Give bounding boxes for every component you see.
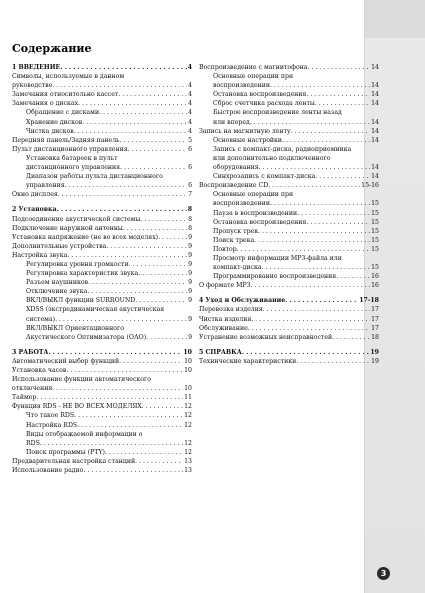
toc-leader-dots — [74, 127, 187, 136]
toc-entry — [199, 272, 379, 281]
toc-entry-title: 4 Уход и Обслуживание — [199, 297, 286, 305]
toc-leader-dots — [336, 272, 370, 281]
toc-leader-dots — [83, 466, 183, 475]
toc-entry-page: 15 — [371, 264, 379, 272]
toc-leader-dots — [55, 315, 187, 324]
toc-entry-title: Основные операции при — [213, 73, 294, 81]
toc-entry-title: Использование радио — [12, 467, 84, 475]
toc-entry-title: оборудования — [213, 164, 259, 172]
toc-entry-title: Функция RDS - НЕ ВО ВСЕХ МОДЕЛЯХ — [12, 403, 142, 411]
toc-entry-page: 14 — [371, 127, 379, 135]
toc-entry-page: 9 — [188, 233, 192, 241]
toc-entry-title: Запись на магнитную ленту — [199, 127, 291, 135]
toc-entry-title: Предварительная настройка станций — [12, 457, 136, 465]
toc-entry — [12, 430, 192, 439]
toc-entry — [12, 324, 192, 333]
toc-leader-dots — [308, 63, 371, 72]
toc-entry — [199, 263, 379, 272]
toc-entry-title: Быстрое воспроизведение ленты назад — [213, 109, 342, 117]
toc-entry-title: Устранение возможных неисправностей — [199, 333, 333, 341]
toc-entry-title: 1 ВВЕДЕНИЕ — [12, 64, 61, 71]
toc-entry — [12, 366, 192, 375]
toc-entry-page: 18 — [371, 333, 379, 341]
toc-entry-title: отключения — [12, 385, 53, 393]
toc-entry-title: Пропуск трек — [213, 227, 259, 235]
toc-entry-title: 5 СПРАВКА — [199, 348, 242, 356]
toc-entry-title: Чистка изделия — [199, 315, 252, 323]
toc-entry-page: 4 — [188, 100, 192, 108]
toc-leader-dots — [237, 245, 370, 254]
toc-entry — [12, 81, 192, 90]
toc-entry — [199, 209, 379, 218]
toc-entry — [12, 205, 192, 214]
toc-entry-title: Символы, используемые в данном — [12, 73, 125, 81]
toc-entry-page: 9 — [188, 251, 192, 259]
toc-leader-dots — [77, 421, 183, 430]
toc-leader-dots — [120, 163, 187, 172]
toc-entry-title: руководстве — [12, 82, 53, 90]
toc-entry-page: 6 — [188, 182, 192, 190]
toc-leader-dots — [251, 281, 371, 290]
toc-entry-page: 11 — [184, 394, 192, 402]
toc-leader-dots — [259, 163, 370, 172]
toc-entry-page: 8 — [188, 224, 192, 232]
toc-entry-page: 12 — [184, 448, 192, 456]
toc-entry-page: 14 — [371, 82, 379, 90]
toc-leader-dots — [296, 357, 370, 366]
toc-entry-title: RDS — [26, 439, 40, 447]
toc-entry-page: 15 — [371, 218, 379, 226]
toc-entry-title: система) — [26, 315, 56, 323]
toc-entry — [199, 254, 379, 263]
toc-entry — [12, 118, 192, 127]
toc-entry — [199, 218, 379, 227]
toc-entry — [12, 251, 192, 260]
toc-entry-page: 14 — [371, 91, 379, 99]
toc-leader-dots — [36, 393, 183, 402]
toc-entry — [199, 90, 379, 99]
toc-entry-page: 14 — [371, 64, 379, 71]
toc-entry-title: Таймер — [12, 394, 37, 402]
toc-leader-dots — [250, 118, 370, 127]
toc-entry-title: О формате MP3 — [199, 282, 251, 290]
toc-entry-title: управления — [26, 182, 65, 190]
toc-entry-page: 10 — [183, 348, 192, 356]
toc-entry — [199, 315, 379, 324]
toc-entry — [12, 384, 192, 393]
toc-entry-title: Настройка RDS — [26, 421, 78, 429]
toc-leader-dots — [282, 136, 370, 145]
toc-entry-title: Замечания о дисках — [12, 100, 79, 108]
toc-entry — [199, 172, 379, 181]
toc-entry — [12, 348, 192, 357]
toc-entry — [12, 448, 192, 457]
toc-entry — [12, 260, 192, 269]
toc-entry-title: XDSS (экстрединамическая акустическая — [26, 306, 165, 314]
toc-entry-page: 4 — [188, 118, 192, 126]
toc-entry-page: 14 — [371, 136, 379, 144]
toc-entry — [199, 108, 379, 117]
toc-entry-page: 7 — [188, 191, 192, 199]
toc-leader-dots — [270, 81, 370, 90]
toc-entry-title: или дополнительно подключенного — [213, 154, 331, 162]
toc-leader-dots — [146, 333, 187, 342]
toc-entry-title: дистанционного управления — [26, 164, 121, 172]
toc-entry-title: Окно дисплея — [12, 191, 58, 199]
toc-entry-title: Основные настройки — [213, 136, 283, 144]
toc-entry — [12, 357, 192, 366]
toc-entry-page: 4 — [188, 82, 192, 90]
toc-leader-dots — [242, 348, 370, 357]
toc-entry — [12, 278, 192, 287]
toc-leader-dots — [57, 205, 187, 214]
toc-entry — [199, 348, 379, 357]
toc-entry — [12, 393, 192, 402]
toc-entry-title: 3 РАБОТА — [12, 348, 49, 356]
toc-entry-title: Пауза в воспроизведении — [213, 209, 298, 217]
toc-entry-title: Установка напряжение (не во всех моделях) — [12, 233, 159, 241]
toc-entry — [12, 72, 192, 81]
toc-entry — [12, 287, 192, 296]
toc-entry-page: 9 — [188, 288, 192, 296]
toc-entry-title: Виды отображаемой информации о — [26, 430, 143, 438]
toc-leader-dots — [67, 251, 187, 260]
toc-entry-page: 13 — [184, 467, 192, 475]
toc-entry — [199, 145, 379, 154]
toc-entry — [199, 136, 379, 145]
toc-entry — [12, 457, 192, 466]
toc-entry-page: 14 — [371, 118, 379, 126]
toc-entry-page: 12 — [184, 412, 192, 420]
toc-entry-page: 17 — [371, 315, 379, 323]
toc-entry — [199, 236, 379, 245]
toc-leader-dots — [158, 233, 187, 242]
toc-entry-title: Воспроизведение CD — [199, 182, 269, 190]
toc-entry — [12, 315, 192, 324]
toc-leader-dots — [263, 305, 370, 314]
toc-right-column — [199, 63, 379, 366]
toc-entry-page: 17-18 — [359, 297, 379, 305]
toc-entry — [12, 172, 192, 181]
toc-entry — [12, 163, 192, 172]
toc-entry-page: 12 — [184, 439, 192, 447]
toc-entry-page: 9 — [188, 297, 192, 305]
toc-leader-dots — [119, 357, 183, 366]
toc-entry-page: 9 — [188, 333, 192, 341]
toc-entry-title: ВКЛ/ВЫКЛ Ориентационного — [26, 324, 124, 332]
toc-entry — [12, 215, 192, 224]
toc-entry-title: Регулировка уровня громкости — [26, 260, 129, 268]
toc-entry — [199, 154, 379, 163]
toc-entry — [12, 181, 192, 190]
toc-entry-page: 19 — [370, 348, 379, 356]
toc-leader-dots — [52, 384, 183, 393]
toc-entry-title: Остановка воспроизведения — [213, 218, 307, 226]
toc-entry — [12, 108, 192, 117]
toc-entry-title: Обращение с дисками — [26, 109, 100, 117]
toc-leader-dots — [258, 227, 370, 236]
toc-leader-dots — [270, 199, 370, 208]
toc-entry-title: Акустического Оптимизатора (ОАО) — [26, 333, 147, 341]
toc-leader-dots — [306, 90, 370, 99]
toc-leader-dots — [129, 260, 187, 269]
toc-entry — [12, 63, 192, 72]
toc-leader-dots — [65, 181, 187, 190]
toc-leader-dots — [306, 218, 370, 227]
toc-left-column — [12, 63, 192, 475]
toc-entry — [12, 402, 192, 411]
toc-entry-page: 10 — [184, 385, 192, 393]
toc-leader-dots — [60, 63, 186, 72]
toc-entry-title: Установка часов — [12, 367, 67, 374]
toc-leader-dots — [297, 209, 370, 218]
toc-entry-page: 4 — [188, 109, 192, 117]
toc-entry-title: 2 Установка — [12, 206, 57, 214]
toc-entry — [12, 375, 192, 384]
toc-entry-page: 9 — [188, 315, 192, 323]
toc-entry-title: Регулировка характеристик звука — [26, 270, 139, 278]
toc-entry — [12, 439, 192, 448]
toc-entry — [199, 324, 379, 333]
toc-entry-title: воспроизведении — [213, 82, 270, 90]
toc-entry-title: Хранение дисков — [26, 118, 83, 126]
toc-leader-dots — [315, 172, 370, 181]
toc-entry — [12, 305, 192, 314]
toc-entry-title: Поиск трека — [213, 236, 255, 244]
toc-entry — [199, 163, 379, 172]
toc-entry — [199, 118, 379, 127]
toc-entry-page: 15 — [371, 227, 379, 235]
side-tab-top — [365, 0, 425, 38]
toc-leader-dots — [118, 90, 187, 99]
toc-entry-title: или вперед — [213, 118, 250, 126]
toc-entry — [199, 127, 379, 136]
toc-entry — [12, 296, 192, 305]
toc-entry-title: Что такое RDS — [26, 412, 75, 420]
toc-entry — [199, 281, 379, 290]
toc-entry-title: Запись с компакт-диска, радиоприемника — [213, 145, 352, 153]
toc-entry-page: 9 — [188, 242, 192, 250]
toc-entry-page: 4 — [188, 127, 192, 135]
toc-entry-title: Диапазон работы пульта дистанционного — [26, 173, 163, 181]
toc-entry-page: 6 — [188, 145, 192, 153]
toc-entry-page: 9 — [188, 279, 192, 287]
toc-entry — [199, 72, 379, 81]
toc-entry-title: Автоматический выбор функций — [12, 357, 120, 365]
toc-entry-page: 15 — [371, 236, 379, 244]
toc-entry-title: Разъем наушников — [26, 279, 89, 287]
toc-entry-title: Перевозка изделия — [199, 306, 263, 314]
toc-entry — [12, 90, 192, 99]
toc-entry — [12, 224, 192, 233]
toc-entry — [12, 127, 192, 136]
toc-leader-dots — [332, 333, 370, 342]
toc-leader-dots — [106, 242, 187, 251]
toc-entry-title: Программирование воспроизведения — [213, 273, 337, 281]
toc-entry-title: Подключение наружной антенны — [12, 224, 123, 232]
toc-entry-title: Воспроизведение с магнитофона — [199, 64, 308, 71]
toc-entry-title: Передняя панель/Задняя панель — [12, 136, 120, 144]
toc-entry — [12, 190, 192, 199]
toc-entry-title: компакт-диска — [213, 264, 262, 272]
toc-entry — [199, 245, 379, 254]
toc-entry-title: Подсоединение акустической системы — [12, 215, 141, 223]
toc-entry-page: 8 — [187, 206, 192, 214]
toc-entry-page: 4 — [188, 91, 192, 99]
toc-leader-dots — [251, 315, 370, 324]
toc-entry — [12, 333, 192, 342]
toc-entry-title: Поиск программы (PTY) — [26, 448, 105, 456]
toc-leader-dots — [120, 136, 188, 145]
toc-entry — [12, 145, 192, 154]
page-title: Содержание — [12, 42, 92, 55]
toc-entry-title: Остановка воспроизведения — [213, 91, 307, 99]
toc-leader-dots — [88, 278, 187, 287]
toc-entry-title: Обслуживание — [199, 324, 248, 332]
toc-entry — [12, 421, 192, 430]
toc-leader-dots — [66, 366, 183, 375]
toc-leader-dots — [291, 127, 370, 136]
toc-entry-title: Использование функции автоматического — [12, 376, 151, 384]
toc-entry-page: 13 — [184, 457, 192, 465]
toc-leader-dots — [248, 324, 370, 333]
toc-entry — [199, 81, 379, 90]
toc-entry — [12, 466, 192, 475]
toc-entry-page: 9 — [188, 260, 192, 268]
toc-entry-title: Отключение звука — [26, 288, 88, 296]
toc-entry — [12, 269, 192, 278]
toc-entry-title: Пульт дистанционного управления — [12, 145, 128, 153]
toc-entry — [199, 357, 379, 366]
toc-entry-title: Установка батареек в пульт — [26, 154, 118, 162]
toc-entry-page: 17 — [371, 306, 379, 314]
toc-leader-dots — [99, 108, 187, 117]
toc-entry — [12, 242, 192, 251]
toc-entry-title: Просмотр информации MP3-файла или — [213, 254, 342, 262]
toc-entry-page: 5 — [188, 136, 192, 144]
toc-entry — [199, 305, 379, 314]
toc-entry-page: 9 — [188, 270, 192, 278]
toc-entry-page: 10 — [184, 367, 192, 374]
toc-entry — [199, 181, 379, 190]
toc-entry-page: 12 — [184, 403, 192, 411]
toc-entry-title: Синхрозапись с компакт-диска — [213, 173, 316, 181]
toc-leader-dots — [135, 296, 187, 305]
toc-entry — [12, 233, 192, 242]
toc-entry-page: 14 — [371, 164, 379, 172]
toc-entry-page: 14 — [371, 173, 379, 181]
toc-entry-title: Основные операции при — [213, 191, 294, 199]
toc-entry-title: Чистка дисков — [26, 127, 74, 135]
toc-leader-dots — [74, 411, 183, 420]
toc-entry — [12, 136, 192, 145]
toc-entry — [199, 63, 379, 72]
toc-leader-dots — [268, 181, 360, 190]
toc-leader-dots — [87, 287, 187, 296]
toc-leader-dots — [40, 439, 183, 448]
toc-entry-page: 15 — [371, 209, 379, 217]
page-number-badge: 3 — [377, 567, 390, 580]
toc-entry-title: Дополнительные устройства — [12, 242, 107, 250]
toc-entry — [199, 190, 379, 199]
toc-entry-title: Технические характеристики — [199, 357, 297, 365]
toc-leader-dots — [135, 457, 183, 466]
toc-leader-dots — [58, 190, 187, 199]
toc-entry-page: 15-16 — [361, 182, 379, 190]
toc-leader-dots — [262, 263, 371, 272]
toc-entry-page: 19 — [371, 357, 379, 365]
toc-leader-dots — [48, 348, 182, 357]
toc-leader-dots — [82, 118, 187, 127]
toc-entry — [199, 199, 379, 208]
toc-entry-page: 16 — [371, 282, 379, 290]
toc-entry — [199, 227, 379, 236]
toc-entry — [199, 333, 379, 342]
toc-leader-dots — [52, 81, 187, 90]
toc-entry — [12, 99, 192, 108]
toc-entry-page: 17 — [371, 324, 379, 332]
toc-leader-dots — [285, 296, 358, 305]
toc-entry-page: 10 — [184, 357, 192, 365]
toc-leader-dots — [140, 215, 187, 224]
toc-entry-page: 15 — [371, 200, 379, 208]
toc-leader-dots — [315, 99, 370, 108]
toc-entry-title: воспроизведении — [213, 200, 270, 208]
toc-leader-dots — [128, 145, 187, 154]
toc-leader-dots — [138, 269, 187, 278]
toc-entry-title: Настройка звука — [12, 251, 68, 259]
toc-entry-title: Повтор — [213, 245, 237, 253]
toc-entry-page: 14 — [371, 100, 379, 108]
toc-entry-page: 4 — [187, 64, 192, 71]
toc-entry-page: 16 — [371, 273, 379, 281]
toc-entry — [199, 99, 379, 108]
toc-leader-dots — [123, 224, 187, 233]
toc-entry-page: 8 — [188, 215, 192, 223]
toc-entry — [12, 154, 192, 163]
toc-leader-dots — [254, 236, 370, 245]
toc-entry — [12, 411, 192, 420]
toc-leader-dots — [142, 402, 183, 411]
toc-entry — [199, 296, 379, 305]
toc-leader-dots — [78, 99, 187, 108]
toc-entry-title: ВКЛ/ВЫКЛ функции SURROUND — [26, 297, 136, 305]
toc-leader-dots — [105, 448, 183, 457]
toc-entry-title: Сброс счетчика расхода ленты — [213, 100, 315, 108]
toc-entry-title: Замечания относительно кассет — [12, 91, 119, 99]
toc-entry-page: 12 — [184, 421, 192, 429]
toc-entry-page: 6 — [188, 164, 192, 172]
toc-entry-page: 15 — [371, 245, 379, 253]
